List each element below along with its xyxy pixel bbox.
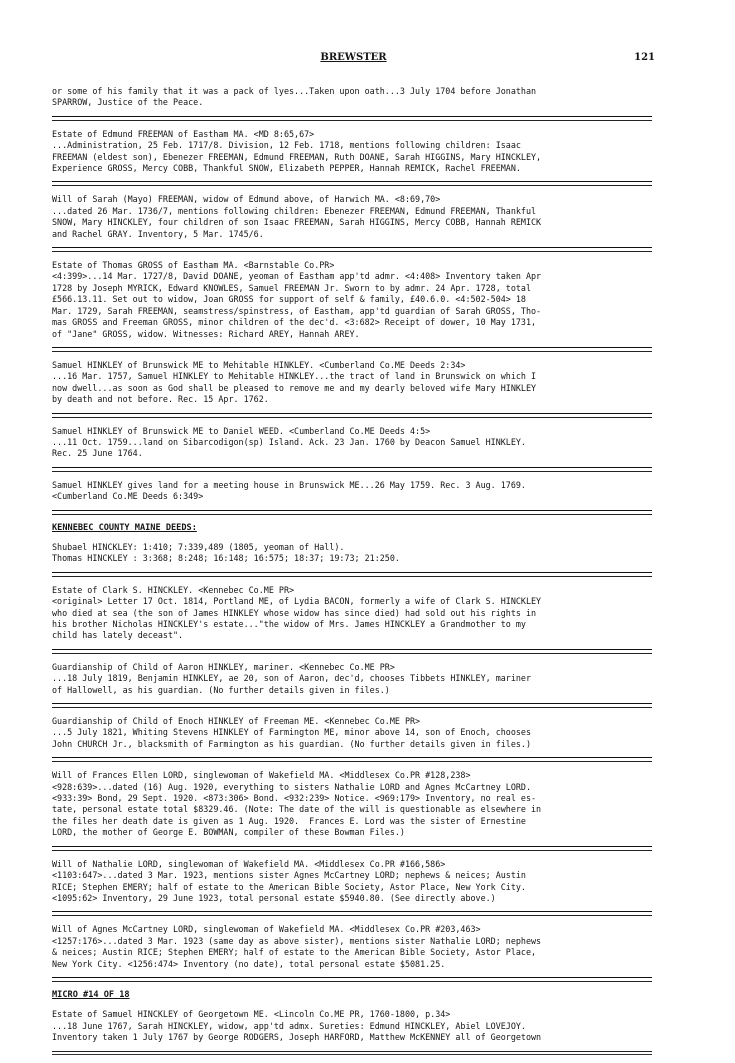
entry-line: <4:399>...14 Mar. 1727/8, David DOANE, yeoman of Eastham app'td admr. <4:408> Inventory taken Apr [52,271,542,282]
record-entry [52,360,652,406]
entry-line: Estate of Thomas GROSS of Eastham MA. <Barnstable Co.PR> [52,260,335,271]
entry-line: Will of Nathalie LORD, singlewoman of Wakefield MA. <Middlesex Co.PR #166,586> [52,858,446,869]
record-entry [52,924,652,970]
entry-line: Samuel HINKLEY of Brunswick ME to Mehitable HINKLEY. <Cumberland Co.ME Deeds 2:34> [52,359,466,370]
entry-line: FREEMAN (eldest son), Ebenezer FREEMAN, Edmund FREEMAN, Ruth DOANE, Sarah HIGGINS, Mary HINCKLEY, [52,151,542,162]
entry-line: or some of his family that it was a pack of lyes...Taken upon oath...3 July 1704 before Jonathan [52,86,537,96]
separator [52,1051,652,1055]
final-entry [52,1009,652,1043]
entry-line: the files her death date is given as 1 Aug. 1920. Frances E. Lord was the sister of Ernestine [52,815,526,826]
section-heading-micro: MICRO #14 OF 18 [52,989,130,1000]
record-entry [52,86,652,109]
entry-line: of Hallowell, as his guardian. (No further details given in files.) [52,684,390,695]
separator [52,757,652,762]
page-header [52,52,655,68]
entry-line: ...11 Oct. 1759...land on Sibarcodigon(sp) Island. Ack. 23 Jan. 1760 by Deacon Samuel HINKLEY. [52,436,526,447]
entry-line: <928:639>...dated (16) Aug. 1920, everything to sisters Nathalie LORD and Agnes McCartney LORD. [52,781,532,792]
separator [52,977,652,982]
entry-line: Estate of Samuel HINCKLEY of Georgetown ME. <Lincoln Co.ME PR, 1760-1800, p.34> [52,1009,451,1020]
entry-line: tate, personal estate total $8329.46. (Note: The date of the will is questionable as elsewhere in [52,804,542,815]
entry-line: New York City. <1256:474> Inventory (no date), total personal estate $5081.25. [52,958,446,969]
separator [52,649,652,654]
entry-line: Shubael HINCKLEY: 1:410; 7:339,489 (1805, yeoman of Hall). [52,541,345,552]
entry-line: Samuel HINKLEY of Brunswick ME to Daniel WEED. <Cumberland Co.ME Deeds 4:5> [52,425,431,436]
entry-line: Will of Agnes McCartney LORD, singlewoman of Wakefield MA. <Middlesex Co.PR #203,463> [52,924,481,935]
record-entry [52,716,652,750]
entry-line: Will of Sarah (Mayo) FREEMAN, widow of Edmund above, of Harwich MA. <8:69,70> [52,194,441,205]
record-entry [52,770,652,838]
entry-line: SNOW, Mary HINCKLEY, four children of son Isaac FREEMAN, Sarah HIGGINS, Mercy COBB, Hannah REMICK [52,217,542,228]
entry-line: Guardianship of Child of Aaron HINKLEY, mariner. <Kennebec Co.ME PR> [52,661,395,672]
separator [52,413,652,418]
entry-line: SPARROW, Justice of the Peace. [52,97,204,108]
entry-line: Will of Frances Ellen LORD, singlewoman of Wakefield MA. <Middlesex Co.PR #128,238> [52,770,471,781]
entry-line: <1095:62> Inventory, 29 June 1923, total personal estate $5940.80. (See directly above.) [52,892,496,903]
entry-line: 1728 by Joseph MYRICK, Edward KNOWLES, Samuel FREEMAN Jr. Sworn to by admr. 24 Apr. 1728, total [52,282,532,293]
entry-line: Experience GROSS, Mercy COBB, Thankful SNOW, Elizabeth PEPPER, Hannah REMICK, Rachel FREEMAN. [52,163,521,174]
page-number: 121 [634,52,655,63]
entry-line: & neices; Austin RICE; Stephen EMERY; half of estate to the American Bible Society, Astor Place, [52,947,537,958]
entry-line: now dwell...as soon as God shall be pleased to remove me and my dearly beloved wife Mary HINKLEY [52,382,537,393]
entry-line: ...Administration, 25 Feb. 1717/8. Division, 12 Feb. 1718, mentions following children: Isaac [52,140,521,151]
entry-line: RICE; Stephen EMERY; half of estate to the American Bible Society, Astor Place, New York City. [52,881,526,892]
entry-line: Thomas HINCKLEY : 3:368; 8:248; 16:148; 16:575; 18:37; 19:73; 21:250. [52,553,400,564]
record-entry [52,585,652,642]
record-entry [52,480,652,503]
entry-line: mas GROSS and Freeman GROSS, minor children of the dec'd. <3:682> Receipt of dower, 10 May 1731, [52,317,537,328]
entry-line: <original> Letter 17 Oct. 1814, Portland ME, of Lydia BACON, formerly a wife of Clark S. HINCKLEY [52,596,542,607]
entries-group-2 [52,585,652,970]
entry-line: by death and not before. Rec. 15 Apr. 1762. [52,394,269,405]
separator [52,703,652,708]
entry-line: who died at sea (the son of James HINKLEY whose widow has since died) had sold out his rights in [52,607,537,618]
separator [52,467,652,472]
entry-line: Estate of Edmund FREEMAN of Eastham MA. <MD 8:65,67> [52,128,315,139]
entry-line: child has lately deceast". [52,630,184,641]
section-heading-kennebec: KENNEBEC COUNTY MAINE DEEDS: [52,522,197,533]
entry-line: Estate of Clark S. HINCKLEY. <Kennebec Co.ME PR> [52,584,295,595]
entry-line: Rec. 25 June 1764. [52,448,143,459]
record-entry [52,129,652,175]
entry-line: John CHURCH Jr., blacksmith of Farmington as his guardian. (No further details given in files.) [52,738,532,749]
entry-line: ...5 July 1821, Whiting Stevens HINKLEY of Farmington ME, minor above 14, son of Enoch, chooses [52,727,532,738]
separator [52,247,652,252]
entry-line: Samuel HINKLEY gives land for a meeting house in Brunswick ME...26 May 1759. Rec. 3 Aug. 1769. [52,479,526,490]
entry-line: <933:39> Bond, 29 Sept. 1920. <873:306> Bond. <932:239> Notice. <969:179> Inventory, no real es- [52,793,537,804]
separator [52,846,652,851]
separator [52,181,652,186]
entry-line: LORD, the mother of George E. BOWMAN, compiler of these Bowman Files.) [52,827,405,838]
entry-line: Guardianship of Child of Enoch HINKLEY of Freeman ME. <Kennebec Co.ME PR> [52,716,421,727]
record-entry [52,260,652,340]
record-entry [52,426,652,460]
running-title: BREWSTER [320,52,387,63]
kennebec-deeds-list [52,542,652,565]
entries-group-1 [52,86,652,503]
entry-line: ...18 July 1819, Benjamin HINKLEY, ae 20, son of Aaron, dec'd, chooses Tibbets HINKLEY, mariner [52,673,532,684]
entries-container [52,86,652,1063]
separator [52,116,652,121]
separator [52,572,652,577]
record-entry [52,662,652,696]
entry-line: and Rachel GRAY. Inventory, 5 Mar. 1745/6. [52,228,264,239]
entry-line: £566.13.11. Set out to widow, Joan GROSS for support of self & family, £40.6.0. <4:502-504> 18 [52,294,526,305]
entry-line: Mar. 1729, Sarah FREEMAN, seamstress/spinstress, of Eastham, app'td guardian of Sarah GROSS, Tho- [52,305,542,316]
record-entry [52,194,652,240]
record-entry [52,859,652,905]
entry-line: <1257:176>...dated 3 Mar. 1923 (same day as above sister), mentions sister Nathalie LORD; nephews [52,935,542,946]
entry-line: of "Jane" GROSS, widow. Witnesses: Richard AREY, Hannah AREY. [52,328,360,339]
entry-line: <Cumberland Co.ME Deeds 6:349> [52,491,204,502]
separator [52,347,652,352]
separator [52,510,652,515]
separator [52,911,652,916]
entry-line: <1103:647>...dated 3 Mar. 1923, mentions sister Agnes McCartney LORD; nephews & neices; Austin [52,870,526,881]
entry-line: ...dated 26 Mar. 1736/7, mentions following children: Ebenezer FREEMAN, Edmund FREEMAN, Thankful [52,205,537,216]
entry-line: Inventory taken 1 July 1767 by George RODGERS, Joseph HARFORD, Matthew McKENNEY all of Georgetown [52,1032,542,1043]
entry-line: his brother Nicholas HINCKLEY's estate..."the widow of Mrs. James HINCKLEY a Grandmother to my [52,619,526,629]
entry-line: ...16 Mar. 1757, Samuel HINKLEY to Mehitable HINKLEY...the tract of land in Brunswick on which I [52,371,537,382]
entry-line: ...18 June 1767, Sarah HINCKLEY, widow, app'td admx. Sureties: Edmund HINCKLEY, Abiel LOVEJOY. [52,1020,526,1031]
